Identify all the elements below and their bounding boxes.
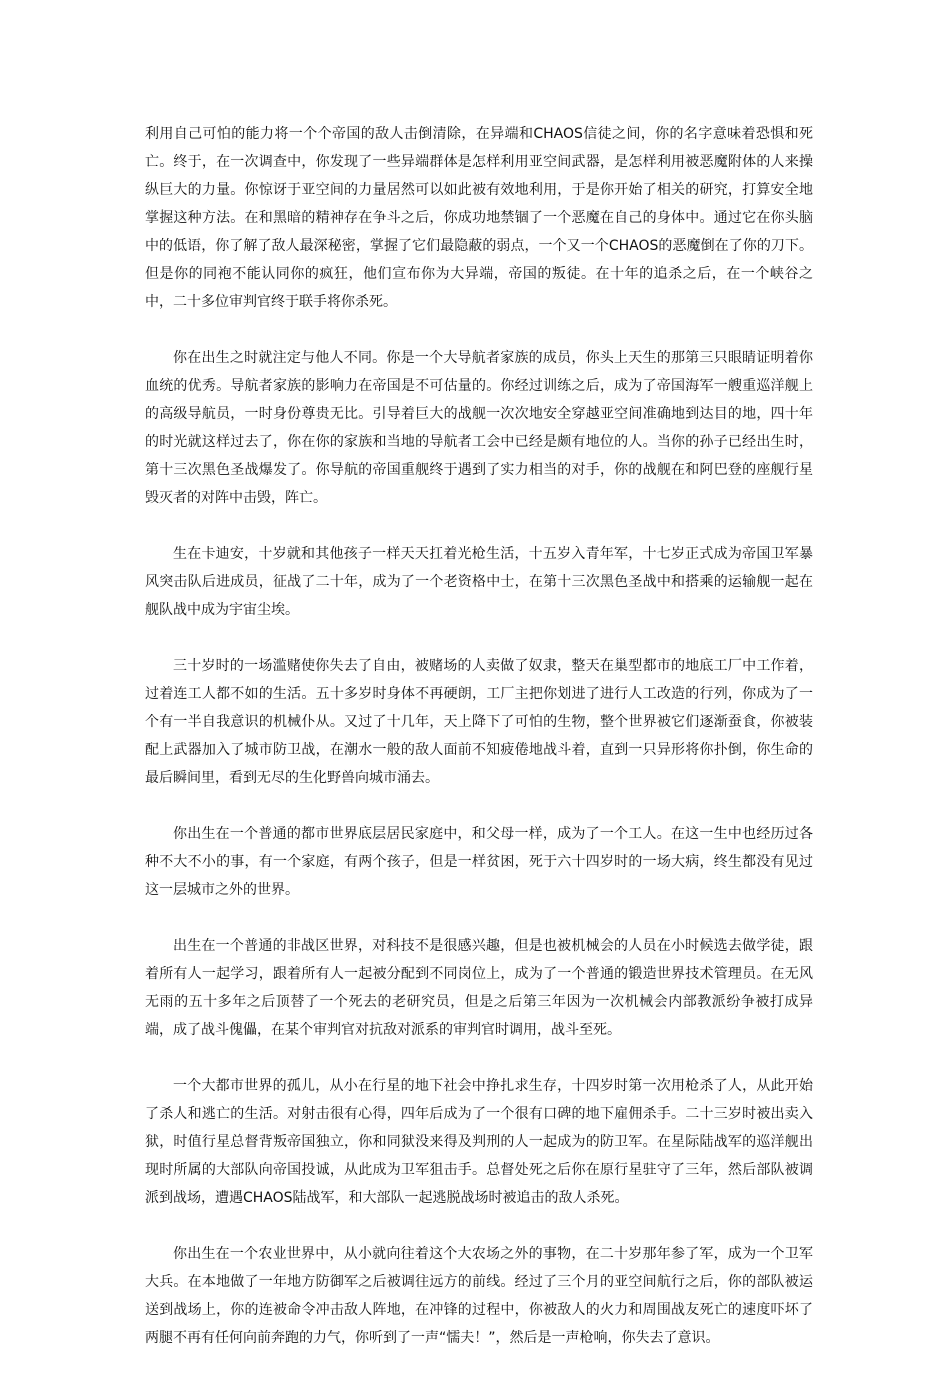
- paragraph-6: 出生在一个普通的非战区世界，对科技不是很感兴趣，但是也被机械会的人员在小时候选去做学徒，跟着所有人一起学习，跟着所有人一起被分配到不同岗位上，成为了一个普通的锻造世界技术管理员。在无风无雨的五十多年之后顶替了一个死去的老研究员，但是之后第三年因为一次机械会内部教派纷争被打成异端，成了战斗傀儡，在某个审判官对抗敌对派系的审判官时调用，战斗至死。: [145, 938, 813, 1038]
- paragraph-3: 生在卡迪安，十岁就和其他孩子一样天天扛着光枪生活，十五岁入青年军，十七岁正式成为帝国卫军暴风突击队后进成员，征战了二十年，成为了一个老资格中士，在第十三次黑色圣战中和搭乘的运输舰一起在舰队战中成为宇宙尘埃。: [145, 546, 813, 618]
- paragraph-8: 你出生在一个农业世界中，从小就向往着这个大农场之外的事物，在二十岁那年参了军，成为一个卫军大兵。在本地做了一年地方防御军之后被调往远方的前线。经过了三个月的亚空间航行之后，你的部队被运送到战场上，你的连被命令冲击敌人阵地，在冲锋的过程中，你被敌人的火力和周围战友死亡的速度吓坏了两腿不再有任何向前奔跑的力气，你听到了一声“懦夫！”，然后是一声枪响，你失去了意识。: [145, 1246, 813, 1346]
- paragraph-5: 你出生在一个普通的都市世界底层居民家庭中，和父母一样，成为了一个工人。在这一生中也经历过各种不大不小的事，有一个家庭，有两个孩子，但是一样贫困，死于六十四岁时的一场大病，终生都没有见过这一层城市之外的世界。: [145, 826, 813, 898]
- paragraph-2: 你在出生之时就注定与他人不同。你是一个大导航者家族的成员，你头上天生的那第三只眼睛证明着你血统的优秀。导航者家族的影响力在帝国是不可估量的。你经过训练之后，成为了帝国海军一艘重巡洋舰上的高级导航员，一时身份尊贵无比。引导着巨大的战舰一次次地安全穿越亚空间准确地到达目的地，四十年的时光就这样过去了，你在你的家族和当地的导航者工会中已经是颇有地位的人。当你的孙子已经出生时，第十三次黑色圣战爆发了。你导航的帝国重舰终于遇到了实力相当的对手，你的战舰在和阿巴登的座舰行星毁灭者的对阵中击毁，阵亡。: [145, 350, 813, 506]
- paragraph-4: 三十岁时的一场滥赌使你失去了自由，被赌场的人卖做了奴隶，整天在巢型都市的地底工厂中工作着，过着连工人都不如的生活。五十多岁时身体不再硬朗，工厂主把你划进了进行人工改造的行列，你成为了一个有一半自我意识的机械仆从。又过了十几年，天上降下了可怕的生物，整个世界被它们逐渐蚕食，你被装配上武器加入了城市防卫战，在潮水一般的敌人面前不知疲倦地战斗着，直到一只异形将你扑倒，你生命的最后瞬间里，看到无尽的生化野兽向城市涌去。: [145, 658, 813, 786]
- paragraph-1: 利用自己可怕的能力将一个个帝国的敌人击倒清除，在异端和CHAOS信徒之间，你的名字意味着恐惧和死亡。终于，在一次调查中，你发现了一些异端群体是怎样利用亚空间武器，是怎样利用被恶魔附体的人来操纵巨大的力量。你惊讶于亚空间的力量居然可以如此被有效地利用，于是你开始了相关的研究，打算安全地掌握这种方法。在和黑暗的精神存在争斗之后，你成功地禁锢了一个恶魔在自己的身体中。通过它在你头脑中的低语，你了解了敌人最深秘密，掌握了它们最隐蔽的弱点，一个又一个CHAOS的恶魔倒在了你的刀下。但是你的同袍不能认同你的疯狂，他们宣布你为大异端，帝国的叛徒。在十年的追杀之后，在一个峡谷之中，二十多位审判官终于联手将你杀死。: [145, 126, 813, 310]
- document-body: [145, 120, 813, 1380]
- paragraph-7: 一个大都市世界的孤儿，从小在行星的地下社会中挣扎求生存，十四岁时第一次用枪杀了人，从此开始了杀人和逃亡的生活。对射击很有心得，四年后成为了一个很有口碑的地下雇佣杀手。二十三岁时被出卖入狱，时值行星总督背叛帝国独立，你和同狱没来得及判刑的人一起成为的防卫军。在星际陆战军的巡洋舰出现时所属的大部队向帝国投诚，从此成为卫军狙击手。总督处死之后你在原行星驻守了三年，然后部队被调派到战场，遭遇CHAOS陆战军，和大部队一起逃脱战场时被追击的敌人杀死。: [145, 1078, 813, 1206]
